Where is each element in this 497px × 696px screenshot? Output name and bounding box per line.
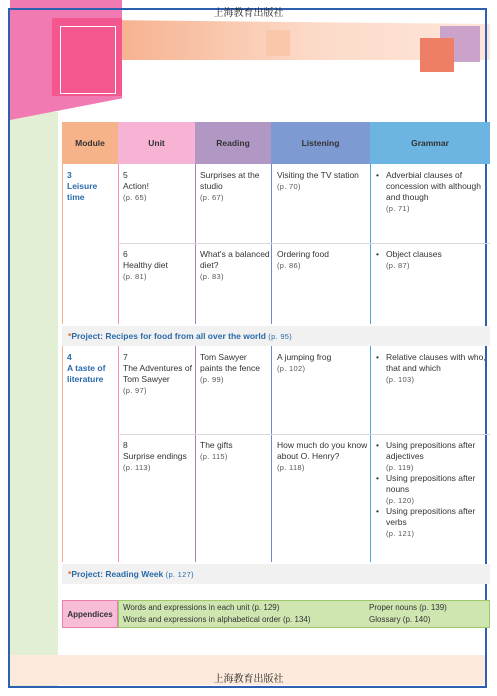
grammar-page: (p. 87) xyxy=(386,261,410,270)
reading-title: Surprises at the studio xyxy=(200,170,260,191)
appendix-link[interactable]: Proper nouns (p. 139) xyxy=(369,603,447,612)
listening-unit-7 xyxy=(277,352,369,374)
listening-unit-8 xyxy=(277,440,369,473)
divider xyxy=(271,164,272,324)
appendices-label: Appendices xyxy=(62,600,118,628)
appendix-link[interactable]: Words and expressions in alphabetical order (p. 134) xyxy=(123,615,311,624)
module-number: 3 xyxy=(67,170,72,180)
project-reading-week[interactable] xyxy=(62,564,490,584)
grammar-text: Using prepositions after adjectives xyxy=(386,440,476,461)
grammar-page: (p. 119) xyxy=(386,463,414,472)
project-label: Project: Reading Week xyxy=(71,569,164,579)
unit-title: Surprise endings xyxy=(123,451,187,461)
listening-unit-6 xyxy=(277,249,369,271)
grammar-item: • Relative clauses with who, that and which xyxy=(376,352,486,374)
grammar-unit-7 xyxy=(376,352,486,385)
grammar-item: • Object clauses xyxy=(376,249,486,260)
divider xyxy=(370,164,371,324)
grammar-text: Using prepositions after verbs xyxy=(386,506,476,527)
unit-5 xyxy=(123,170,193,203)
listening-page: (p. 86) xyxy=(277,261,301,270)
unit-title: Healthy diet xyxy=(123,260,168,270)
unit-page: (p. 65) xyxy=(123,193,147,202)
grammar-item xyxy=(376,473,486,506)
module-number: 4 xyxy=(67,352,72,362)
grammar-unit-6 xyxy=(376,249,486,271)
reading-unit-7 xyxy=(200,352,270,385)
star-icon: * xyxy=(68,569,72,579)
reading-page: (p. 67) xyxy=(200,193,224,202)
listening-title: A jumping frog xyxy=(277,352,332,362)
reading-unit-5 xyxy=(200,170,270,203)
header-grammar: Grammar xyxy=(370,122,490,164)
grammar-text: Using prepositions after nouns xyxy=(386,473,476,494)
reading-unit-6 xyxy=(200,249,270,282)
unit-number: 8 xyxy=(123,440,128,450)
listening-title: Visiting the TV station xyxy=(277,170,359,180)
appendices-body xyxy=(118,600,490,628)
grammar-item: • Adverbial clauses of concession with although and though xyxy=(376,170,486,203)
listening-page: (p. 70) xyxy=(277,182,301,191)
divider xyxy=(195,164,196,324)
grammar-unit-8 xyxy=(376,440,486,539)
row-divider xyxy=(118,243,490,244)
divider xyxy=(271,346,272,562)
listening-unit-5 xyxy=(277,170,369,192)
module-4 xyxy=(67,352,115,385)
divider xyxy=(62,346,63,562)
reading-title: The gifts xyxy=(200,440,233,450)
reading-page: (p. 99) xyxy=(200,375,224,384)
reading-title: What's a balanced diet? xyxy=(200,249,270,270)
unit-8 xyxy=(123,440,193,473)
header-module: Module xyxy=(62,122,118,164)
header-unit: Unit xyxy=(118,122,195,164)
project-page: (p. 127) xyxy=(165,570,194,579)
page-frame xyxy=(8,8,487,688)
appendix-link[interactable]: Words and expressions in each unit (p. 129) xyxy=(123,603,280,612)
grammar-page: (p. 120) xyxy=(386,496,415,505)
listening-title: How much do you know about O. Henry? xyxy=(277,440,368,461)
listening-page: (p. 102) xyxy=(277,364,306,373)
listening-title: Ordering food xyxy=(277,249,329,259)
unit-7 xyxy=(123,352,193,396)
unit-number: 7 xyxy=(123,352,128,362)
grammar-item xyxy=(376,506,486,539)
unit-6 xyxy=(123,249,193,282)
unit-number: 5 xyxy=(123,170,128,180)
reading-page: (p. 115) xyxy=(200,452,228,461)
grammar-unit-5 xyxy=(376,170,486,214)
unit-title: Action! xyxy=(123,181,149,191)
unit-page: (p. 81) xyxy=(123,272,147,281)
divider xyxy=(370,346,371,562)
header-reading: Reading xyxy=(195,122,271,164)
watermark-top: 上海教育出版社 xyxy=(213,8,284,19)
project-page: (p. 95) xyxy=(268,332,293,341)
appendix-link[interactable]: Glossary (p. 140) xyxy=(369,615,431,624)
row-divider xyxy=(118,434,490,435)
divider xyxy=(195,346,196,562)
reading-title: Tom Sawyer paints the fence xyxy=(200,352,261,373)
unit-number: 6 xyxy=(123,249,128,259)
divider xyxy=(118,164,119,324)
unit-page: (p. 113) xyxy=(123,463,151,472)
grammar-page: (p. 121) xyxy=(386,529,415,538)
reading-page: (p. 83) xyxy=(200,272,224,281)
grammar-item xyxy=(376,440,486,473)
module-title: A taste of literature xyxy=(67,363,106,384)
divider xyxy=(62,164,63,324)
project-label: Project: Recipes for food from all over the world xyxy=(71,331,266,341)
header-listening: Listening xyxy=(271,122,370,164)
unit-title: The Adventures of Tom Sawyer xyxy=(123,363,192,384)
reading-unit-8 xyxy=(200,440,270,462)
watermark-bottom: 上海教育出版社 xyxy=(213,674,284,685)
module-title: Leisure time xyxy=(67,181,98,202)
star-icon: * xyxy=(68,331,72,341)
grammar-page: (p. 103) xyxy=(386,375,415,384)
listening-page: (p. 118) xyxy=(277,463,305,472)
grammar-page: (p. 71) xyxy=(386,204,410,213)
unit-page: (p. 97) xyxy=(123,386,147,395)
project-recipes[interactable] xyxy=(62,326,490,346)
module-3 xyxy=(67,170,115,203)
divider xyxy=(118,346,119,562)
